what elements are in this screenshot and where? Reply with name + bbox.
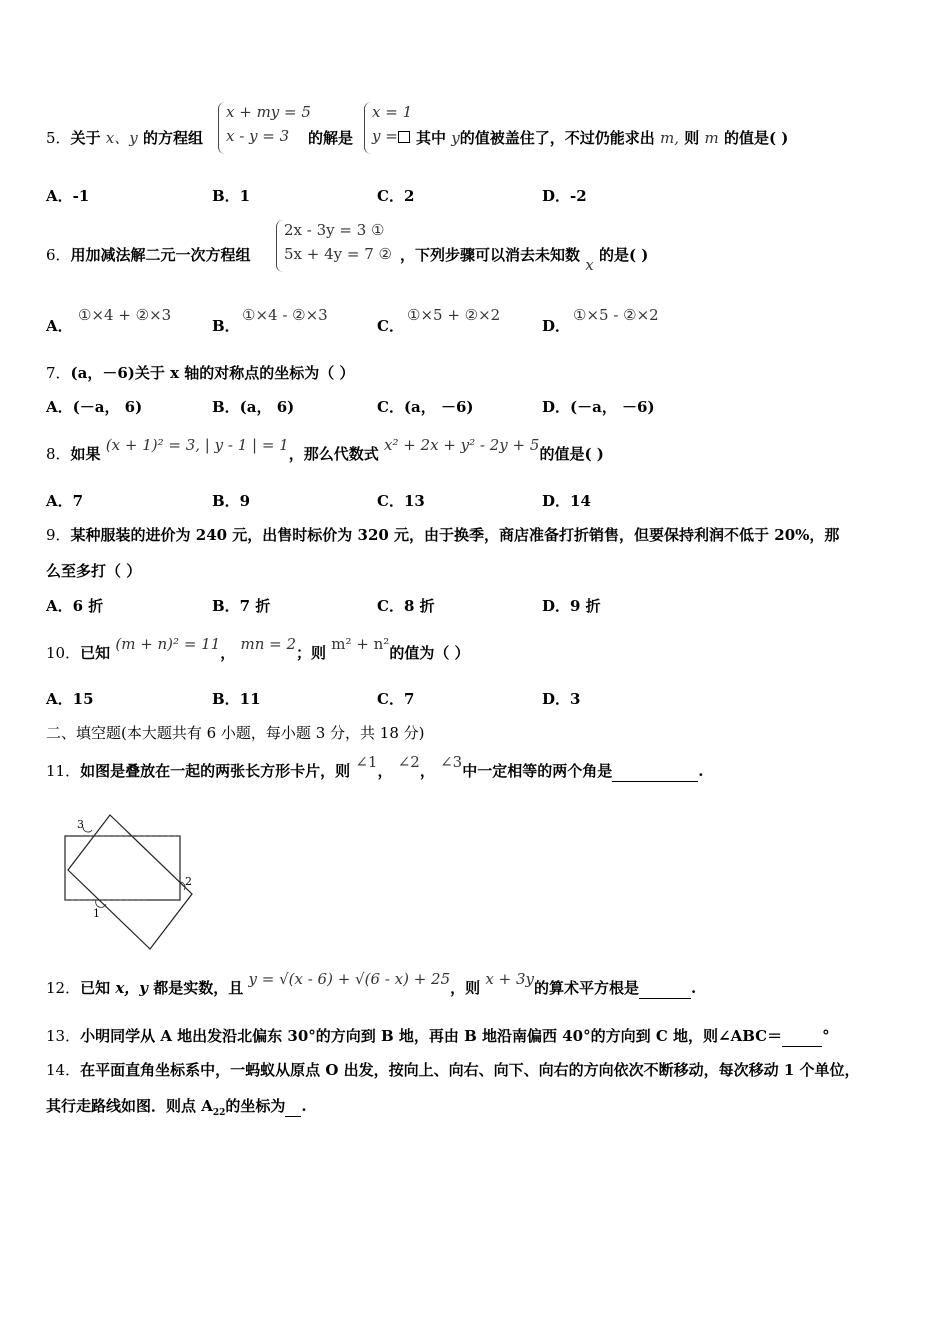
q7-stem: 7．(a，－6)关于 x 轴的对称点的坐标为（ ） bbox=[46, 364, 355, 382]
q5-stem-3: 其中 y的值被盖住了，不过仍能求出 m, 则 m 的值是( ) bbox=[416, 129, 789, 147]
q8-expression: x² + 2x + y² - 2y + 5 bbox=[383, 436, 540, 454]
q14-stem-line2: 其行走路线如图．则点 $A_{22}$的坐标为 . bbox=[46, 1097, 307, 1118]
q8-condition: (x + 1)² = 3, | y - 1 | = 1 bbox=[105, 436, 289, 454]
q12-equation: y = √(x - 6) + √(6 - x) + 25 bbox=[248, 970, 451, 988]
q6-system: 2x - 3y = 3 ① 5x + 4y = 7 ② bbox=[284, 221, 392, 263]
q9-option-c[interactable]: C．8 折 bbox=[377, 597, 435, 615]
rectangle-cards-figure bbox=[56, 810, 206, 955]
q13-answer-blank[interactable] bbox=[782, 1026, 822, 1047]
q10-option-d[interactable]: D．3 bbox=[542, 690, 581, 708]
q9-stem-line1: 9．某种服装的进价为 240 元，出售时标价为 320 元，由于换季，商店准备打折销售，但要保持利润不低于 20%，那 bbox=[46, 526, 840, 544]
q5-stem: 5．关于 x、y 的方程组 bbox=[46, 129, 203, 147]
q8-stem: 8．如果 (x + 1)² = 3, | y - 1 | = 1，那么代数式 x² + 2x + y² - 2y + 5的值是( ) bbox=[46, 436, 604, 463]
q5-stem-2: 的解是 bbox=[308, 129, 354, 147]
section-2-heading: 二、填空题(本大题共有 6 小题，每小题 3 分，共 18 分) bbox=[46, 724, 425, 742]
q13-stem: 13．小明同学从 A 地出发沿北偏东 30°的方向到 B 地，再由 B 地沿南偏西 40°的方向到 C 地，则∠ABC＝ ° bbox=[46, 1027, 830, 1045]
q14-answer-blank[interactable] bbox=[285, 1096, 301, 1117]
q5-vars: x、y bbox=[105, 129, 138, 147]
q6-stem: 6．用加减法解二元一次方程组 bbox=[46, 246, 251, 264]
q6-option-c[interactable]: C． bbox=[377, 317, 404, 335]
q5-option-b[interactable]: B．1 bbox=[212, 187, 251, 205]
q11-answer-blank[interactable] bbox=[612, 761, 698, 782]
q6-option-d-expr: ①×5 - ②×2 bbox=[573, 306, 659, 324]
q5-option-d[interactable]: D．-2 bbox=[542, 187, 587, 205]
q10-option-b[interactable]: B．11 bbox=[212, 690, 261, 708]
horizontal-card bbox=[65, 836, 180, 900]
q7-option-d[interactable]: D．(－a， －6) bbox=[542, 398, 655, 416]
q11-stem: 11．如图是叠放在一起的两张长方形卡片，则 ∠1， ∠2， ∠3中一定相等的两个角是 . bbox=[46, 753, 704, 780]
q5-system-2: x = 1 y = bbox=[372, 103, 413, 145]
q7-option-a[interactable]: A．(－a， 6) bbox=[46, 398, 143, 416]
q5-brace-1 bbox=[218, 102, 225, 154]
q12-answer-blank[interactable] bbox=[639, 978, 691, 999]
q8-option-d[interactable]: D．14 bbox=[542, 492, 591, 510]
q6-stem-2: ，下列步骤可以消去未知数 x 的是( ) bbox=[400, 246, 649, 274]
hidden-value-box bbox=[398, 131, 410, 143]
q6-option-b[interactable]: B． bbox=[212, 317, 240, 335]
q9-option-a[interactable]: A．6 折 bbox=[46, 597, 104, 615]
angle-3-arc bbox=[83, 827, 92, 832]
q6-option-c-expr: ①×5 + ②×2 bbox=[407, 306, 501, 324]
q10-option-a[interactable]: A．15 bbox=[46, 690, 94, 708]
q9-option-b[interactable]: B．7 折 bbox=[212, 597, 271, 615]
q8-option-a[interactable]: A．7 bbox=[46, 492, 84, 510]
q5-option-c[interactable]: C．2 bbox=[377, 187, 415, 205]
q5-system-1: x + my = 5 x - y = 3 bbox=[226, 103, 311, 145]
q5-option-a[interactable]: A．-1 bbox=[46, 187, 90, 205]
q10-stem: 10．已知 (m + n)² = 11， mn = 2；则 m² + n²的值为（ ） bbox=[46, 635, 470, 662]
q6-option-a-expr: ①×4 + ②×3 bbox=[78, 306, 172, 324]
q9-stem-line2: 么至多打（ ） bbox=[46, 562, 142, 580]
q14-stem-line1: 14．在平面直角坐标系中，一蚂蚁从原点 O 出发，按向上、向右、向下、向右的方向依次不断移动，每次移动 1 个单位， bbox=[46, 1061, 860, 1079]
q10-option-c[interactable]: C．7 bbox=[377, 690, 415, 708]
q8-option-b[interactable]: B．9 bbox=[212, 492, 251, 510]
tilted-card bbox=[68, 815, 192, 949]
q7-option-c[interactable]: C．(a， －6) bbox=[377, 398, 474, 416]
q8-option-c[interactable]: C．13 bbox=[377, 492, 425, 510]
q12-stem: 12．已知 x，y 都是实数，且 y = √(x - 6) + √(6 - x) + 25，则 x + 3y的算术平方根是 . bbox=[46, 970, 697, 997]
q7-option-b[interactable]: B．(a， 6) bbox=[212, 398, 295, 416]
q6-option-a[interactable]: A． bbox=[46, 317, 73, 335]
q6-option-d[interactable]: D． bbox=[542, 317, 571, 335]
q9-option-d[interactable]: D．9 折 bbox=[542, 597, 601, 615]
q6-brace bbox=[276, 220, 283, 272]
q5-brace-2 bbox=[364, 102, 371, 154]
angle-label-1: 1 bbox=[93, 907, 100, 920]
angle-label-2: 2 bbox=[185, 875, 192, 888]
q6-option-b-expr: ①×4 - ②×3 bbox=[242, 306, 328, 324]
angle-label-3: 3 bbox=[77, 818, 84, 831]
